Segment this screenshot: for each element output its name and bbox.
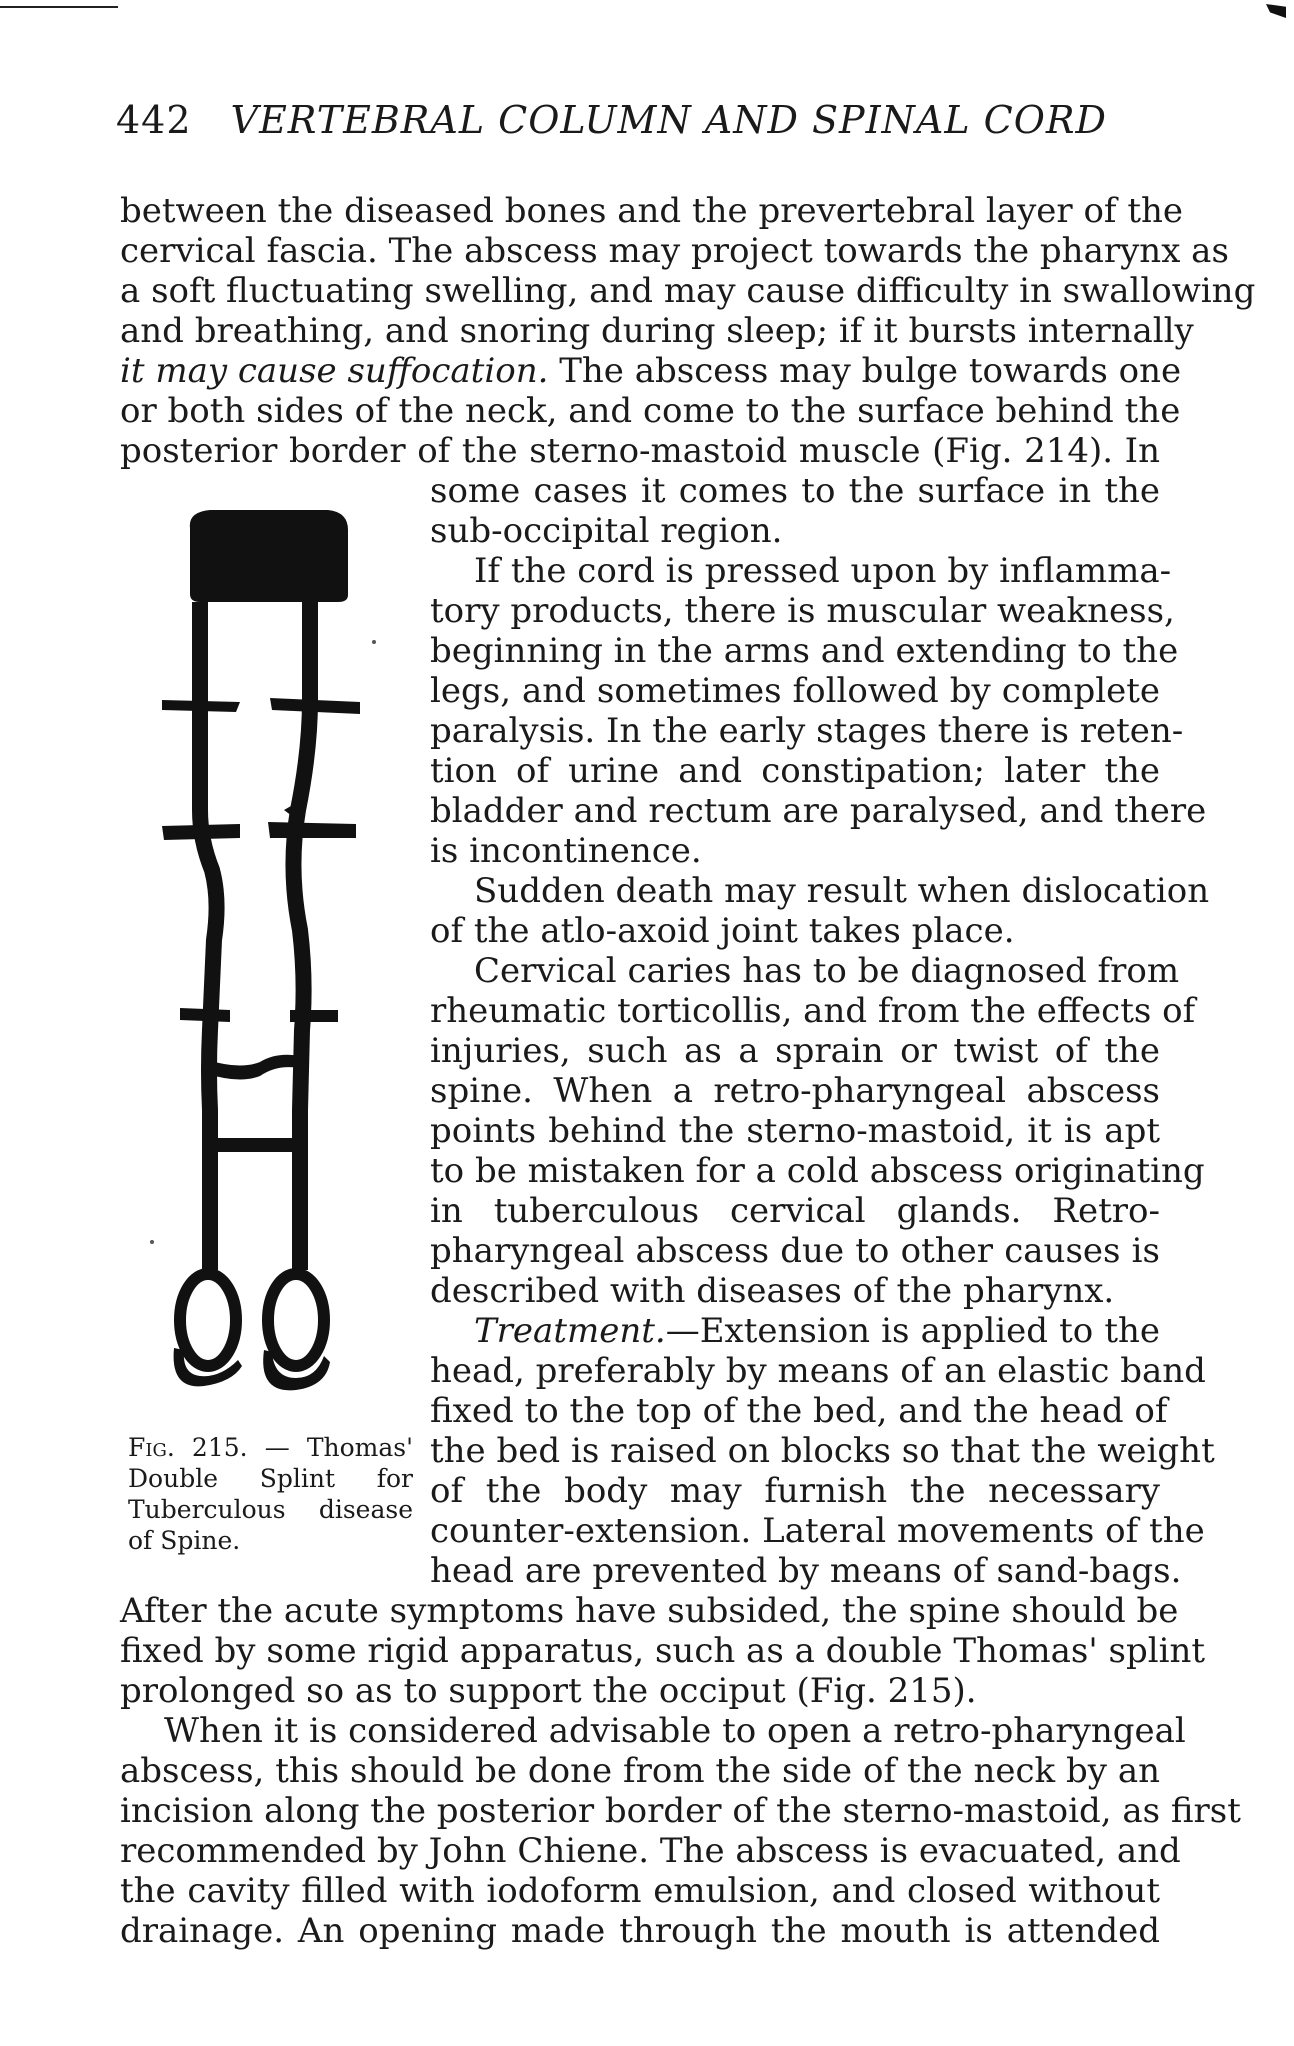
body-line: When it is considered advisable to open a retro-pharyngeal — [164, 1711, 1186, 1751]
body-line: described with diseases of the pharynx. — [430, 1271, 1115, 1311]
caption-line: Tuberculous disease — [128, 1495, 413, 1524]
body-line: prolonged so as to support the occiput (Fig. 215). — [120, 1671, 977, 1711]
body-line: If the cord is pressed upon by inflamma- — [474, 551, 1172, 591]
body-line: of the body may furnish the necessary — [430, 1471, 1160, 1511]
body-line: between the diseased bones and the prevertebral layer of the — [120, 191, 1183, 231]
body-line: recommended by John Chiene. The abscess is evacuated, and — [120, 1831, 1181, 1871]
running-title: VERTEBRAL COLUMN AND SPINAL CORD — [230, 98, 1107, 142]
caption-line: Double Splint for — [128, 1464, 413, 1493]
body-line: counter-extension. Lateral movements of the — [430, 1511, 1205, 1551]
caption-line: of Spine. — [128, 1526, 241, 1555]
body-line: fixed by some rigid apparatus, such as a double Thomas' splint — [120, 1631, 1206, 1671]
body-line: bladder and rectum are paralysed, and there — [430, 791, 1207, 831]
body-line: Cervical caries has to be diagnosed from — [474, 951, 1180, 991]
body-line: head, preferably by means of an elastic band — [430, 1351, 1206, 1391]
treatment-heading-line — [430, 1311, 1160, 1351]
double-splint-illustration — [160, 510, 400, 1430]
body-line: of the atlo-axoid joint takes place. — [430, 911, 1015, 951]
body-line: posterior border of the sterno-mastoid muscle (Fig. 214). In — [120, 431, 1160, 471]
body-line: paralysis. In the early stages there is reten- — [430, 711, 1184, 751]
body-line: in tuberculous cervical glands. Retro- — [430, 1191, 1160, 1231]
italic-text: it may cause — [120, 351, 348, 391]
body-line: fixed to the top of the bed, and the head of — [430, 1391, 1168, 1431]
body-line: abscess, this should be done from the side of the neck by an — [120, 1751, 1160, 1791]
caption-line: Fig. 215. — Thomas' — [128, 1433, 413, 1462]
body-line: head are prevented by means of sand-bags. — [430, 1551, 1182, 1591]
body-line: some cases it comes to the surface in the — [430, 471, 1160, 511]
body-line: tory products, there is muscular weakness, — [430, 591, 1175, 631]
figure-caption — [128, 1432, 413, 1556]
body-line: to be mistaken for a cold abscess originating — [430, 1151, 1205, 1191]
body-line: a soft fluctuating swelling, and may cause difficulty in swallowing — [120, 271, 1256, 311]
body-line: cervical fascia. The abscess may project towards the pharynx as — [120, 231, 1229, 271]
body-line: Sudden death may result when dislocation — [474, 871, 1210, 911]
body-line: beginning in the arms and extending to the — [430, 631, 1179, 671]
body-line: is incontinence. — [430, 831, 702, 871]
line-text: The abscess may bulge towards one — [548, 351, 1182, 391]
italic-term-suffocation: suffocation. — [347, 351, 549, 391]
page-edge-mark — [0, 6, 118, 8]
caption-label: Fig. — [128, 1433, 175, 1462]
body-line: and breathing, and snoring during sleep; if it bursts internally — [120, 311, 1194, 351]
body-line: injuries, such as a sprain or twist of the — [430, 1031, 1160, 1071]
print-speck — [150, 1240, 154, 1244]
body-line: or both sides of the neck, and come to the surface behind the — [120, 391, 1181, 431]
body-line: After the acute symptoms have subsided, the spine should be — [120, 1591, 1179, 1631]
body-line: drainage. An opening made through the mouth is attended — [120, 1911, 1160, 1951]
page-corner-mark — [1266, 4, 1286, 18]
body-line: pharyngeal abscess due to other causes is — [430, 1231, 1160, 1271]
body-line: points behind the sterno-mastoid, it is apt — [430, 1111, 1160, 1151]
running-header — [116, 98, 1176, 142]
page-number: 442 — [116, 98, 192, 142]
print-speck — [372, 640, 376, 644]
figure-215 — [160, 510, 400, 1430]
body-line: the cavity filled with iodoform emulsion, and closed without — [120, 1871, 1160, 1911]
body-line — [120, 351, 1182, 391]
body-line: tion of urine and constipation; later the — [430, 751, 1160, 791]
line-text: —Extension is applied to the — [665, 1311, 1160, 1351]
body-line: sub-occipital region. — [430, 511, 783, 551]
body-line: the bed is raised on blocks so that the weight — [430, 1431, 1215, 1471]
body-line: rheumatic torticollis, and from the effects of — [430, 991, 1196, 1031]
body-line: legs, and sometimes followed by complete — [430, 671, 1160, 711]
body-line: spine. When a retro-pharyngeal abscess — [430, 1071, 1160, 1111]
treatment-heading: Treatment. — [474, 1311, 666, 1351]
body-line: incision along the posterior border of the sterno-mastoid, as first — [120, 1791, 1241, 1831]
